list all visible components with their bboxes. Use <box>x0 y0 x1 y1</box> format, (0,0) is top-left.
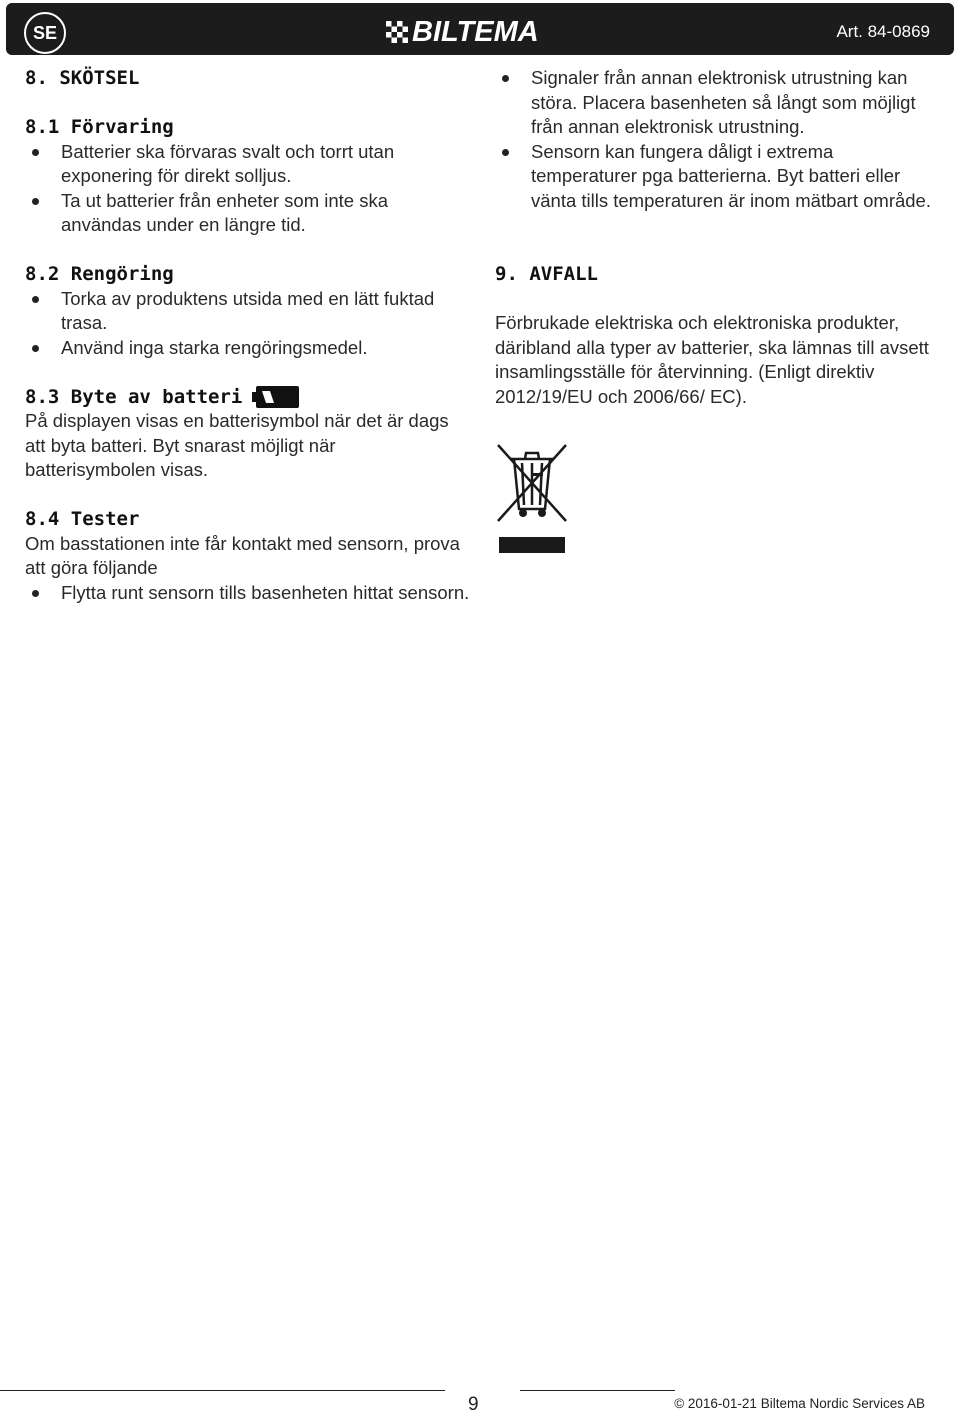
section-8-4-list <box>25 581 470 606</box>
brand-logo <box>386 18 539 46</box>
footer-rule-right <box>520 1390 675 1391</box>
list-item: Batterier ska förvaras svalt och torrt utan exponering för direkt solljus. <box>25 140 470 189</box>
section-8-1-list <box>25 140 470 238</box>
left-column <box>25 66 470 605</box>
footer-rule-left <box>0 1390 445 1391</box>
battery-icon <box>252 385 300 409</box>
section-8-4-title: 8.4 Tester <box>25 508 140 530</box>
language-badge: SE <box>24 12 66 54</box>
section-8-3-heading <box>25 385 470 410</box>
section-8-2-title: 8.2 Rengöring <box>25 263 174 285</box>
list-item: Sensorn kan fungera dåligt i extrema temperaturer pga batterierna. Byt batteri eller vänta tills temperaturen är inom mätbart område. <box>495 140 935 214</box>
checkered-flag-icon <box>386 21 408 43</box>
weee-symbol <box>495 443 935 562</box>
brand-name: BILTEMA <box>412 16 539 48</box>
page-number: 9 <box>468 1394 479 1415</box>
crossed-bin-icon <box>495 443 569 555</box>
section-9-title: 9. AVFALL <box>495 263 598 285</box>
list-item: Torka av produktens utsida med en lätt fuktad trasa. <box>25 287 470 336</box>
copyright: © 2016-01-21 Biltema Nordic Services AB <box>674 1396 925 1411</box>
interference-list <box>495 66 935 213</box>
section-8-title: 8. SKÖTSEL <box>25 67 140 89</box>
right-column <box>495 66 935 562</box>
list-item: Signaler från annan elektronisk utrustning kan störa. Placera basenheten så långt som möjligt från annan elektronisk utrustning. <box>495 66 935 140</box>
section-8-3-title: 8.3 Byte av batteri <box>25 385 243 408</box>
section-8-1-title: 8.1 Förvaring <box>25 116 174 138</box>
section-8-4-text: Om basstationen inte får kontakt med sensorn, prova att göra följande <box>25 532 460 578</box>
section-9-text: Förbrukade elektriska och elektroniska produkter, däribland alla typer av batterier, ska lämnas till avsett insamlingsställe för återvinning. (Enligt direktiv 2012/19/EU och 2006/66/ EC). <box>495 312 929 407</box>
section-8-2-list <box>25 287 470 361</box>
header-bar <box>6 3 954 55</box>
list-item: Flytta runt sensorn tills basenheten hittat sensorn. <box>25 581 470 606</box>
article-number: Art. 84-0869 <box>836 22 930 41</box>
section-8-3-text: På displayen visas en batterisymbol när det är dags att byta batteri. Byt snarast möjligt när batterisymbolen visas. <box>25 410 449 480</box>
list-item: Ta ut batterier från enheter som inte ska användas under en längre tid. <box>25 189 470 238</box>
list-item: Använd inga starka rengöringsmedel. <box>25 336 470 361</box>
